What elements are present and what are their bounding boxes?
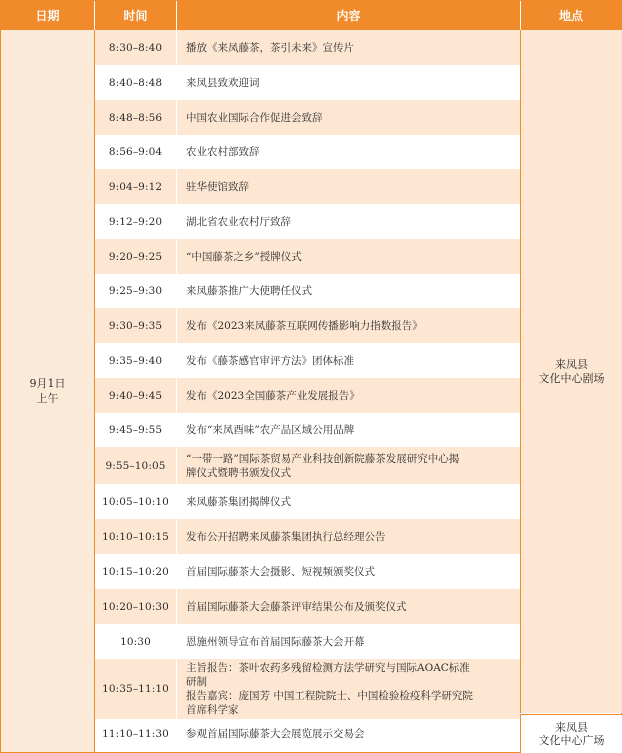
row-time: 10:35–11:10: [95, 659, 177, 719]
row-content: [177, 135, 520, 169]
row-content-line: 发布“来凤酉味”农产品区域公用品牌: [186, 424, 355, 436]
row-content: [177, 239, 520, 274]
row-content-line: 首届国际藤茶大会摄影、短视频颁奖仪式: [186, 565, 375, 578]
row-content-line: 来凤县致欢迎词: [186, 76, 260, 89]
row-content-line: 湖北省农业农村厅致辞: [186, 215, 291, 228]
table-row: [95, 554, 520, 589]
table-row: [95, 413, 520, 447]
row-content-line: 中国农业国际合作促进会致辞: [186, 111, 323, 124]
date-day: 9月1日: [29, 377, 66, 390]
date-cell: [1, 30, 95, 752]
row-content-line: 研制: [186, 676, 207, 688]
row-content: [177, 308, 520, 343]
place-theater-county: 来凤县: [555, 357, 588, 371]
table-row: [95, 378, 520, 413]
table-row: [95, 589, 520, 624]
row-time: 10:10–10:15: [95, 519, 177, 554]
place-theater-venue: 文化中心剧场: [538, 371, 605, 385]
row-time: 10:20–10:30: [95, 589, 177, 624]
date-period: 上午: [36, 392, 59, 405]
table-row: [95, 624, 520, 659]
row-content: [177, 624, 520, 659]
table-row: [95, 519, 520, 554]
row-content-line: “中国藤茶之乡”授牌仪式: [186, 250, 302, 263]
row-content-line: 播放《来凤藤茶，茶引未来》宣传片: [186, 41, 354, 54]
header-time: 时间: [95, 1, 177, 30]
row-time: 8:48–8:56: [95, 100, 177, 135]
row-content: [177, 719, 520, 748]
table-row: [95, 135, 520, 169]
row-content-line: 来凤藤茶推广大使聘任仪式: [186, 285, 312, 297]
row-content: [177, 100, 520, 135]
place-square: [520, 714, 622, 753]
row-time: 10:15–10:20: [95, 554, 177, 589]
table-row: [95, 659, 520, 719]
row-content-line: 来凤藤茶集团揭牌仪式: [186, 495, 291, 508]
table-row: [95, 719, 520, 748]
header-place: 地点: [558, 9, 583, 23]
row-time: 10:30: [95, 624, 177, 659]
table-row: [95, 239, 520, 274]
row-time: 9:55–10:05: [95, 447, 177, 484]
row-content-line: 发布《2023来凤藤茶互联网传播影响力指数报告》: [186, 319, 423, 332]
row-content: [177, 484, 520, 519]
row-content-line: 首席科学家: [186, 704, 239, 716]
row-time: 9:20–9:25: [95, 239, 177, 274]
row-time: 9:30–9:35: [95, 308, 177, 343]
row-content-line: 主旨报告：茶叶农药多残留检测方法学研究与国际AOAC标准: [186, 662, 470, 674]
row-content: [177, 519, 520, 554]
row-time: 9:35–9:40: [95, 343, 177, 378]
table-row: [95, 100, 520, 135]
row-time: 9:12–9:20: [95, 204, 177, 239]
table-row: [95, 447, 520, 484]
row-content-line: 驻华使馆致辞: [186, 180, 249, 193]
place-theater: [520, 30, 622, 713]
table-row: [95, 484, 520, 519]
place-square-county: 来凤县: [555, 721, 588, 734]
table-row: [95, 169, 520, 204]
row-time: 9:04–9:12: [95, 169, 177, 204]
row-content: [177, 447, 520, 484]
row-time: 9:45–9:55: [95, 413, 177, 447]
table-row: [95, 65, 520, 100]
row-content: [177, 274, 520, 308]
row-time: 8:56–9:04: [95, 135, 177, 169]
table-row: [95, 343, 520, 378]
row-time: 8:30–8:40: [95, 30, 177, 65]
row-content: [177, 413, 520, 447]
row-content-line: 牌仪式暨聘书颁发仪式: [186, 466, 291, 479]
row-content: [177, 378, 520, 413]
row-time: 9:25–9:30: [95, 274, 177, 308]
row-content: [177, 169, 520, 204]
row-content: [177, 204, 520, 239]
row-content: [177, 554, 520, 589]
row-content-line: 报告嘉宾：庞国芳 中国工程院院士、中国检验检疫科学研究院: [186, 690, 473, 702]
row-content-line: 发布《2023全国藤茶产业发展报告》: [186, 389, 360, 402]
place-square-venue: 文化中心广场: [538, 734, 605, 747]
row-content-line: 发布《藤茶感官审评方法》团体标准: [186, 354, 354, 367]
table-row: [95, 308, 520, 343]
row-content: [177, 343, 520, 378]
row-content-line: 首届国际藤茶大会藤茶评审结果公布及颁奖仪式: [186, 600, 407, 613]
row-time: 11:10–11:30: [95, 719, 177, 748]
row-content: [177, 65, 520, 100]
row-content-line: 恩施州领导宣布首届国际藤茶大会开幕: [186, 635, 365, 648]
row-content: [177, 589, 520, 624]
table-body: [1, 30, 621, 752]
row-content-line: 参观首届国际藤茶大会展览展示交易会: [186, 727, 365, 740]
table-header: [1, 1, 621, 30]
row-time: 8:40–8:48: [95, 65, 177, 100]
row-content: [177, 30, 520, 65]
row-content-line: 农业农村部致辞: [186, 146, 260, 158]
row-time: 9:40–9:45: [95, 378, 177, 413]
row-content-line: “一带一路”国际茶贸易产业科技创新院藤茶发展研究中心揭: [186, 452, 460, 465]
header-content: 内容: [177, 1, 521, 30]
row-time: 10:05–10:10: [95, 484, 177, 519]
table-row: [95, 274, 520, 308]
row-content-line: 发布公开招聘来凤藤茶集团执行总经理公告: [186, 530, 386, 543]
table-row: [95, 204, 520, 239]
table-row: [95, 30, 520, 65]
row-content: [177, 659, 520, 719]
header-date: 日期: [1, 1, 95, 30]
